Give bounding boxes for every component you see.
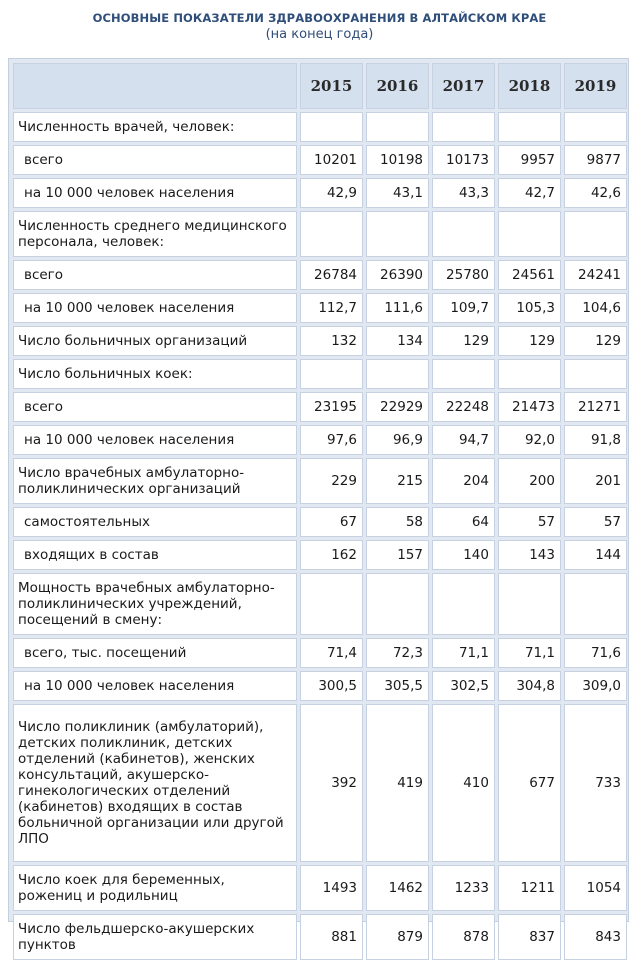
value-cell	[300, 112, 363, 142]
value-cell: 96,9	[366, 425, 429, 455]
value-cell: 129	[498, 326, 561, 356]
value-cell	[564, 359, 627, 389]
value-cell: 305,5	[366, 671, 429, 701]
page-title: ОСНОВНЫЕ ПОКАЗАТЕЛИ ЗДРАВООХРАНЕНИЯ В АЛТАЙСКОМ КРАЕ	[92, 11, 547, 25]
value-cell	[366, 112, 429, 142]
table-row	[13, 178, 627, 208]
value-cell: 157	[366, 540, 429, 570]
value-cell	[366, 359, 429, 389]
value-cell	[498, 211, 561, 257]
value-cell: 105,3	[498, 293, 561, 323]
value-cell: 43,3	[432, 178, 495, 208]
value-cell	[564, 112, 627, 142]
value-cell: 309,0	[564, 671, 627, 701]
value-cell: 162	[300, 540, 363, 570]
value-cell: 204	[432, 458, 495, 504]
year-header: 2015	[300, 63, 363, 109]
value-cell: 104,6	[564, 293, 627, 323]
value-cell: 302,5	[432, 671, 495, 701]
value-cell: 43,1	[366, 178, 429, 208]
value-cell: 677	[498, 704, 561, 862]
value-cell: 9877	[564, 145, 627, 175]
header-corner-cell	[13, 63, 297, 109]
value-cell: 23195	[300, 392, 363, 422]
row-label: Число фельдшерско-акушерских пунктов	[13, 914, 297, 960]
value-cell: 1493	[300, 865, 363, 911]
year-header: 2019	[564, 63, 627, 109]
value-cell: 57	[564, 507, 627, 537]
value-cell: 144	[564, 540, 627, 570]
table-row	[13, 507, 627, 537]
row-label: всего, тыс. посещений	[13, 638, 297, 668]
table-row	[13, 260, 627, 290]
row-label: на 10 000 человек населения	[13, 293, 297, 323]
value-cell	[498, 573, 561, 635]
row-label: Численность врачей, человек:	[13, 112, 297, 142]
value-cell: 140	[432, 540, 495, 570]
value-cell: 134	[366, 326, 429, 356]
row-label: Число больничных коек:	[13, 359, 297, 389]
value-cell: 42,7	[498, 178, 561, 208]
value-cell: 24241	[564, 260, 627, 290]
table-row	[13, 145, 627, 175]
value-cell: 200	[498, 458, 561, 504]
title-block	[0, 0, 639, 50]
row-label: самостоятельных	[13, 507, 297, 537]
value-cell: 878	[432, 914, 495, 960]
value-cell: 112,7	[300, 293, 363, 323]
table-row	[13, 914, 627, 960]
value-cell: 881	[300, 914, 363, 960]
table-row	[13, 638, 627, 668]
value-cell: 229	[300, 458, 363, 504]
year-header: 2016	[366, 63, 429, 109]
table-row	[13, 112, 627, 142]
value-cell: 733	[564, 704, 627, 862]
value-cell: 129	[564, 326, 627, 356]
value-cell	[432, 573, 495, 635]
value-cell: 215	[366, 458, 429, 504]
value-cell: 132	[300, 326, 363, 356]
value-cell: 111,6	[366, 293, 429, 323]
value-cell: 71,6	[564, 638, 627, 668]
value-cell: 91,8	[564, 425, 627, 455]
value-cell	[366, 211, 429, 257]
value-cell: 22248	[432, 392, 495, 422]
value-cell: 64	[432, 507, 495, 537]
value-cell	[498, 359, 561, 389]
row-label: на 10 000 человек населения	[13, 178, 297, 208]
row-label: Численность среднего медицинского персонала, человек:	[13, 211, 297, 257]
row-label: на 10 000 человек населения	[13, 671, 297, 701]
value-cell: 10173	[432, 145, 495, 175]
row-label: всего	[13, 145, 297, 175]
value-cell: 71,1	[498, 638, 561, 668]
value-cell: 304,8	[498, 671, 561, 701]
value-cell: 25780	[432, 260, 495, 290]
value-cell	[432, 211, 495, 257]
value-cell: 21473	[498, 392, 561, 422]
value-cell: 22929	[366, 392, 429, 422]
value-cell: 879	[366, 914, 429, 960]
value-cell: 26390	[366, 260, 429, 290]
table-row	[13, 326, 627, 356]
value-cell: 410	[432, 704, 495, 862]
table-row	[13, 425, 627, 455]
value-cell: 1233	[432, 865, 495, 911]
value-cell	[300, 211, 363, 257]
value-cell: 843	[564, 914, 627, 960]
table-row	[13, 865, 627, 911]
value-cell: 392	[300, 704, 363, 862]
year-header: 2018	[498, 63, 561, 109]
value-cell	[300, 573, 363, 635]
table-row	[13, 293, 627, 323]
value-cell: 9957	[498, 145, 561, 175]
value-cell: 26784	[300, 260, 363, 290]
value-cell: 300,5	[300, 671, 363, 701]
page-subtitle: (на конец года)	[265, 27, 374, 42]
value-cell	[498, 112, 561, 142]
row-label: Мощность врачебных амбулаторно-поликлинических учреждений, посещений в смену:	[13, 573, 297, 635]
row-label: всего	[13, 392, 297, 422]
value-cell	[366, 573, 429, 635]
value-cell: 1211	[498, 865, 561, 911]
row-label: всего	[13, 260, 297, 290]
row-label: входящих в состав	[13, 540, 297, 570]
value-cell	[564, 211, 627, 257]
value-cell: 92,0	[498, 425, 561, 455]
value-cell	[564, 573, 627, 635]
indicators-table-frame	[8, 58, 629, 953]
value-cell: 419	[366, 704, 429, 862]
row-label: Число коек для беременных, рожениц и родильниц	[13, 865, 297, 911]
table-row	[13, 540, 627, 570]
value-cell: 67	[300, 507, 363, 537]
value-cell: 109,7	[432, 293, 495, 323]
table-row	[13, 458, 627, 504]
indicators-table	[10, 60, 630, 963]
value-cell: 143	[498, 540, 561, 570]
value-cell: 71,1	[432, 638, 495, 668]
table-row	[13, 392, 627, 422]
value-cell	[432, 359, 495, 389]
value-cell: 837	[498, 914, 561, 960]
value-cell: 72,3	[366, 638, 429, 668]
value-cell: 57	[498, 507, 561, 537]
value-cell	[300, 359, 363, 389]
value-cell: 24561	[498, 260, 561, 290]
row-label: Число больничных организаций	[13, 326, 297, 356]
value-cell: 42,6	[564, 178, 627, 208]
table-row	[13, 573, 627, 635]
value-cell: 21271	[564, 392, 627, 422]
table-row	[13, 671, 627, 701]
value-cell	[432, 112, 495, 142]
year-header: 2017	[432, 63, 495, 109]
table-body	[13, 112, 627, 960]
value-cell: 94,7	[432, 425, 495, 455]
table-row	[13, 211, 627, 257]
value-cell: 1054	[564, 865, 627, 911]
table-row	[13, 359, 627, 389]
table-row	[13, 704, 627, 862]
value-cell: 58	[366, 507, 429, 537]
value-cell: 201	[564, 458, 627, 504]
row-label: Число врачебных амбулаторно-поликлинических организаций	[13, 458, 297, 504]
row-label: Число поликлиник (амбулаторий), детских поликлиник, детских отделений (кабинетов), женских консультаций, акушерско-гинекологических отделений (кабинетов) входящих в состав больничной организации или другой ЛПО	[13, 704, 297, 862]
row-label: на 10 000 человек населения	[13, 425, 297, 455]
value-cell: 1462	[366, 865, 429, 911]
header-row	[13, 63, 627, 109]
value-cell: 71,4	[300, 638, 363, 668]
value-cell: 10198	[366, 145, 429, 175]
value-cell: 10201	[300, 145, 363, 175]
value-cell: 97,6	[300, 425, 363, 455]
value-cell: 129	[432, 326, 495, 356]
value-cell: 42,9	[300, 178, 363, 208]
